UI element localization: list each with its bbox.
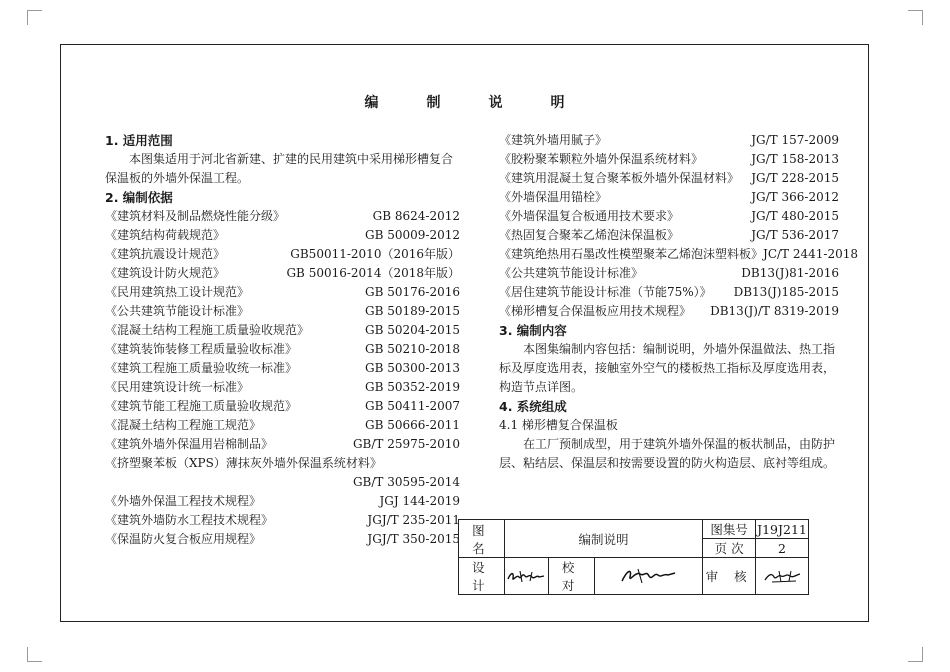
page-title [61,92,868,112]
reference-item [105,416,460,435]
reference-item [105,454,460,473]
section-heading-basis: 2. 编制依据 [105,190,173,205]
reference-item [499,150,839,169]
reference-item [105,359,460,378]
reference-name: 《保温防火复合板应用规程》 [105,532,262,546]
reference-item [105,283,460,302]
reference-name: 《外墙外保温工程技术规程》 [105,494,262,508]
left-column [105,131,460,549]
checker-signature [594,558,703,595]
reference-standard: JG/T 536-2017 [751,228,839,242]
reference-name: 《外墙保温用锚栓》 [499,190,608,204]
reference-item [105,207,460,226]
right-column [499,131,859,473]
reference-standard: GB 50016-2014（2018年版） [286,266,460,280]
reference-name: 《外墙保温复合板通用技术要求》 [499,209,680,223]
reference-name: 《建筑外墙外保温用岩棉制品》 [105,437,274,451]
reference-name: 《公共建筑节能设计标准》 [499,266,644,280]
reference-item [499,245,859,264]
reference-standard: GB 50176-2016 [365,285,460,299]
reference-standard: GB50011-2010（2016年版） [290,247,460,261]
reference-name: 《建筑抗震设计规范》 [105,247,226,261]
reference-standard: JG/T 228-2015 [751,171,839,185]
title-char: 编 [364,95,379,111]
reference-name: 《建筑外墙防水工程技术规程》 [105,513,274,527]
reference-item [499,264,839,283]
reference-name: 《民用建筑热工设计规范》 [105,285,250,299]
reference-item [105,340,460,359]
title-char: 制 [426,95,441,111]
reference-list [499,131,859,321]
reference-name: 《梯形槽复合保温板应用技术规程》 [499,304,692,318]
page-number: 2 [755,539,808,558]
reference-standard: JG/T 158-2013 [751,152,839,166]
reference-item [105,302,460,321]
reference-name: 《建筑工程施工质量验收统一标准》 [105,361,298,375]
section-heading-system: 4. 系统组成 [499,399,567,414]
designer-signature-image [506,568,546,584]
reference-standard: GB 50189-2015 [365,304,460,318]
reference-item [105,397,460,416]
reference-item [105,245,460,264]
reference-item [105,321,460,340]
reference-standard: DB13(J)/T 8319-2019 [710,304,839,318]
system-paragraph: 在工厂预制成型，用于建筑外墙外保温的板状制品，由防护层、粘结层、保温层和按需要设置的防火构造层、底衬等组成。 [499,437,836,470]
reference-item [499,283,839,302]
reference-standard: GB 8624-2012 [372,209,460,223]
scope-paragraph: 本图集适用于河北省新建、扩建的民用建筑中采用梯形槽复合保温板的外墙外保温工程。 [105,152,454,185]
reference-standard: JGJ/T 350-2015 [367,532,460,546]
section-heading-content: 3. 编制内容 [499,323,567,338]
title-char: 说 [488,95,503,111]
reference-item [499,207,839,226]
title-block [458,519,809,595]
reviewer-signature [755,558,808,595]
crop-mark-bottom-left [27,647,42,662]
subsection-heading: 4.1 梯形槽复合保温板 [499,418,618,432]
checker-signature-image [618,567,678,585]
section-heading-scope: 1. 适用范围 [105,133,173,148]
reference-standard: GB 50300-2013 [365,361,460,375]
reference-name: 《混凝土结构工程施工规范》 [105,418,262,432]
reference-standard: GB 50352-2019 [365,380,460,394]
reference-name: 《建筑用混凝土复合聚苯板外墙外保温材料》 [499,171,740,185]
reference-list [105,492,460,549]
reference-name: 《建筑装饰装修工程质量验收标准》 [105,342,298,356]
reference-name: 《建筑外墙用腻子》 [499,133,608,147]
reference-standard: GB 50210-2018 [365,342,460,356]
crop-mark-top-left [27,10,42,25]
reference-item [105,435,460,454]
reference-item [105,511,460,530]
reference-standard: JGJ 144-2019 [379,494,460,508]
reference-standard: GB/T 25975-2010 [352,437,460,451]
reference-item [499,226,839,245]
reference-name: 《胶粉聚苯颗粒外墙外保温系统材料》 [499,152,704,166]
reference-name: 《居住建筑节能设计标准（节能75%）》 [499,285,712,299]
reference-standard: JG/T 480-2015 [751,209,839,223]
reference-item [105,378,460,397]
reviewer-label: 审 核 [703,558,756,595]
reference-item [105,264,460,283]
reference-name: 《建筑结构荷载规范》 [105,228,226,242]
drawing-name: 编制说明 [504,520,702,558]
reference-name: 《建筑设计防火规范》 [105,266,226,280]
atlas-number: J19J211 [757,521,807,537]
reference-item [105,492,460,511]
title-char: 明 [550,95,565,111]
reference-standard: GB 50204-2015 [365,323,460,337]
reference-item [105,530,460,549]
reference-item [499,302,839,321]
reference-item [499,169,839,188]
reference-standard: JC/T 2441-2018 [763,247,859,261]
reference-standard: GB 50009-2012 [365,228,460,242]
reviewer-signature-image [762,568,802,584]
reference-item [105,226,460,245]
reference-name: 《建筑绝热用石墨改性模塑聚苯乙烯泡沫塑料板》 [499,247,764,261]
crop-mark-top-right [908,10,923,25]
reference-name: 《公共建筑节能设计标准》 [105,304,250,318]
drawing-name-label: 图 名 [459,520,505,558]
reference-name: 《热固复合聚苯乙烯泡沫保温板》 [499,228,680,242]
reference-standard: GB/T 30595-2014 [352,475,460,489]
reference-name: 《混凝土结构工程施工质量验收规范》 [105,323,310,337]
reference-standard: DB13(J)81-2016 [741,266,839,280]
page-number-label: 页 次 [703,539,756,558]
reference-name: 《建筑材料及制品燃烧性能分级》 [105,209,286,223]
reference-standard: JG/T 366-2012 [751,190,839,204]
reference-standard: JGJ/T 235-2011 [367,513,460,527]
reference-name: 《民用建筑设计统一标准》 [105,380,250,394]
reference-standard: JG/T 157-2009 [751,133,839,147]
designer-signature [504,558,548,595]
reference-list [105,207,460,454]
reference-standard: GB 50411-2007 [365,399,460,413]
reference-item [499,131,839,150]
reference-standard: DB13(J)185-2015 [733,285,839,299]
crop-mark-bottom-right [908,647,923,662]
atlas-number-label: 图集号 [703,520,756,539]
reference-name: 《建筑节能工程施工质量验收规范》 [105,399,298,413]
reference-standard: GB 50666-2011 [365,418,460,432]
reference-item [499,188,839,207]
reference-name: 《挤塑聚苯板（XPS）薄抹灰外墙外保温系统材料》 [105,456,382,470]
content-paragraph: 本图集编制内容包括：编制说明，外墙外保温做法、热工指标及厚度选用表，接触室外空气的楼板热工指标及厚度选用表，构造节点详图。 [499,342,836,394]
checker-label: 校 对 [548,558,594,595]
designer-label: 设 计 [459,558,505,595]
